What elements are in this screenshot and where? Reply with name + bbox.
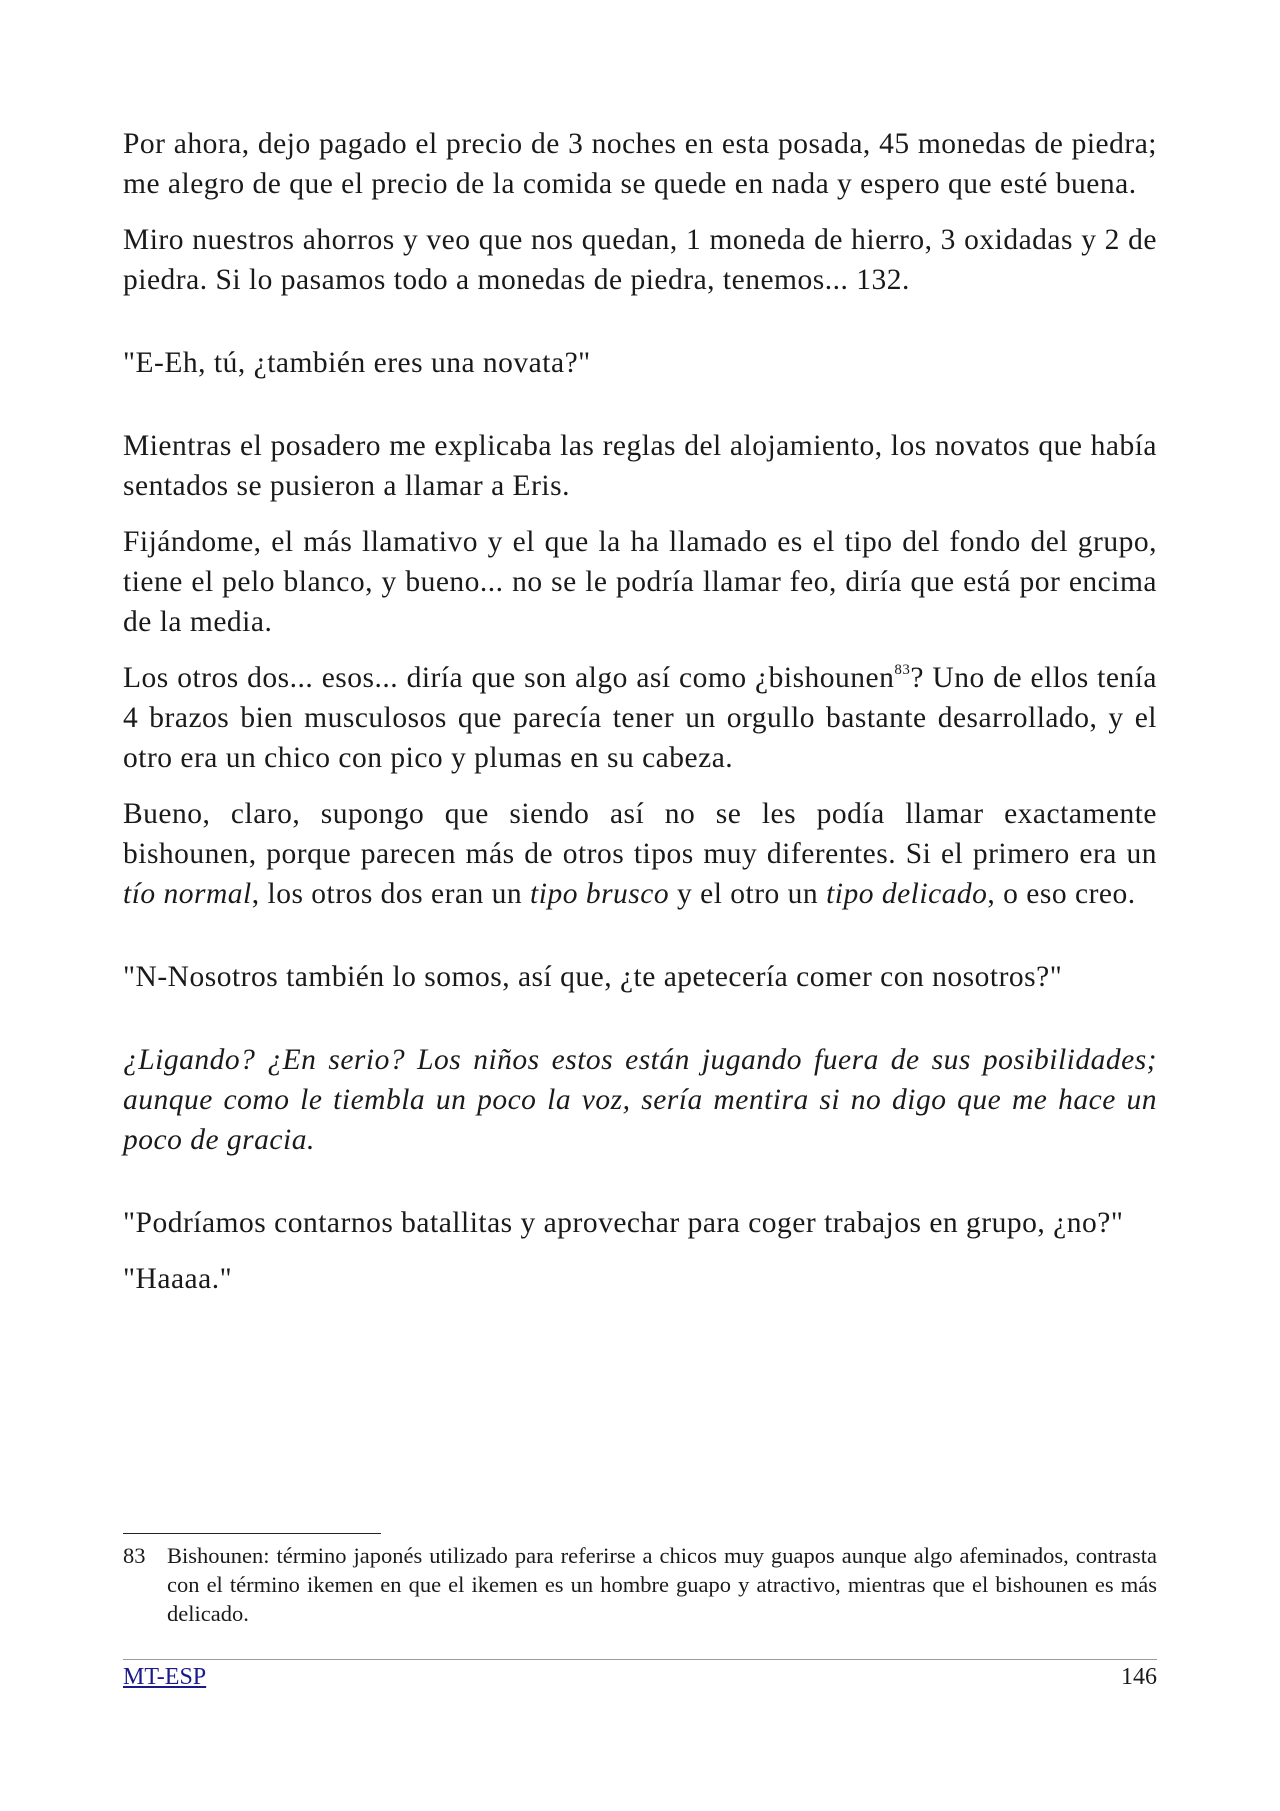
paragraph-text: y el otro un	[669, 878, 827, 910]
paragraph-text: ? Uno de ellos tenía 4 brazos bien musculosos que parecía tener un orgullo bastante desarrollado, y el otro era un chico con pico y plumas en su cabeza.	[123, 662, 1157, 774]
paragraph-text: , los otros dos eran un	[251, 878, 531, 910]
paragraph-text: Bueno, claro, supongo que siendo así no se les podía llamar exactamente bishounen, porque parecen más de otros tipos muy diferentes. Si el primero era un	[123, 798, 1157, 870]
paragraph-text: , o eso creo.	[987, 878, 1136, 910]
italic-phrase: tipo delicado	[826, 878, 988, 910]
site-link[interactable]: MT-ESP	[123, 1664, 207, 1690]
dialogue-line: "E-Eh, tú, ¿también eres una novata?"	[123, 347, 591, 379]
footnote-separator	[123, 1533, 381, 1534]
italic-phrase: tipo brusco	[530, 878, 670, 910]
paragraph: Miro nuestros ahorros y veo que nos quedan, 1 moneda de hierro, 3 oxidadas y 2 de piedra. Si lo pasamos todo a monedas de piedra, tenemos... 132.	[123, 224, 1157, 296]
footnote-text: Bishounen: término japonés utilizado para referirse a chicos muy guapos aunque algo afeminados, contrasta con el término ikemen en que el ikemen es un hombre guapo y atractivo, mientras que el bishounen es más delicado.	[167, 1543, 1157, 1626]
footnote-reference[interactable]: 83	[894, 662, 911, 679]
page-footer	[123, 1660, 1157, 1694]
paragraph: Por ahora, dejo pagado el precio de 3 noches en esta posada, 45 monedas de piedra; me alegro de que el precio de la comida se quede en nada y espero que esté buena.	[123, 128, 1157, 200]
paragraph	[123, 794, 1157, 914]
paragraph-text: Los otros dos... esos... diría que son algo así como ¿bishounen	[123, 662, 895, 694]
paragraph	[123, 658, 1157, 778]
page-body	[123, 124, 1157, 1299]
dialogue-line: "Haaaa."	[123, 1263, 233, 1295]
footnote-number: 83	[123, 1543, 146, 1568]
dialogue-line: "Podríamos contarnos batallitas y aprovechar para coger trabajos en grupo, ¿no?"	[123, 1207, 1124, 1239]
footnote	[123, 1541, 1157, 1628]
paragraph: Mientras el posadero me explicaba las reglas del alojamiento, los novatos que había sentados se pusieron a llamar a Eris.	[123, 430, 1157, 502]
dialogue-line: "N-Nosotros también lo somos, así que, ¿te apetecería comer con nosotros?"	[123, 961, 1063, 993]
inner-thought-paragraph: ¿Ligando? ¿En serio? Los niños estos están jugando fuera de sus posibilidades; aunque como le tiembla un poco la voz, sería mentira si no digo que me hace un poco de gracia.	[123, 1044, 1157, 1156]
paragraph: Fijándome, el más llamativo y el que la ha llamado es el tipo del fondo del grupo, tiene el pelo blanco, y bueno... no se le podría llamar feo, diría que está por encima de la media.	[123, 526, 1157, 638]
page-number: 146	[1121, 1664, 1157, 1690]
italic-phrase: tío normal	[123, 878, 252, 910]
